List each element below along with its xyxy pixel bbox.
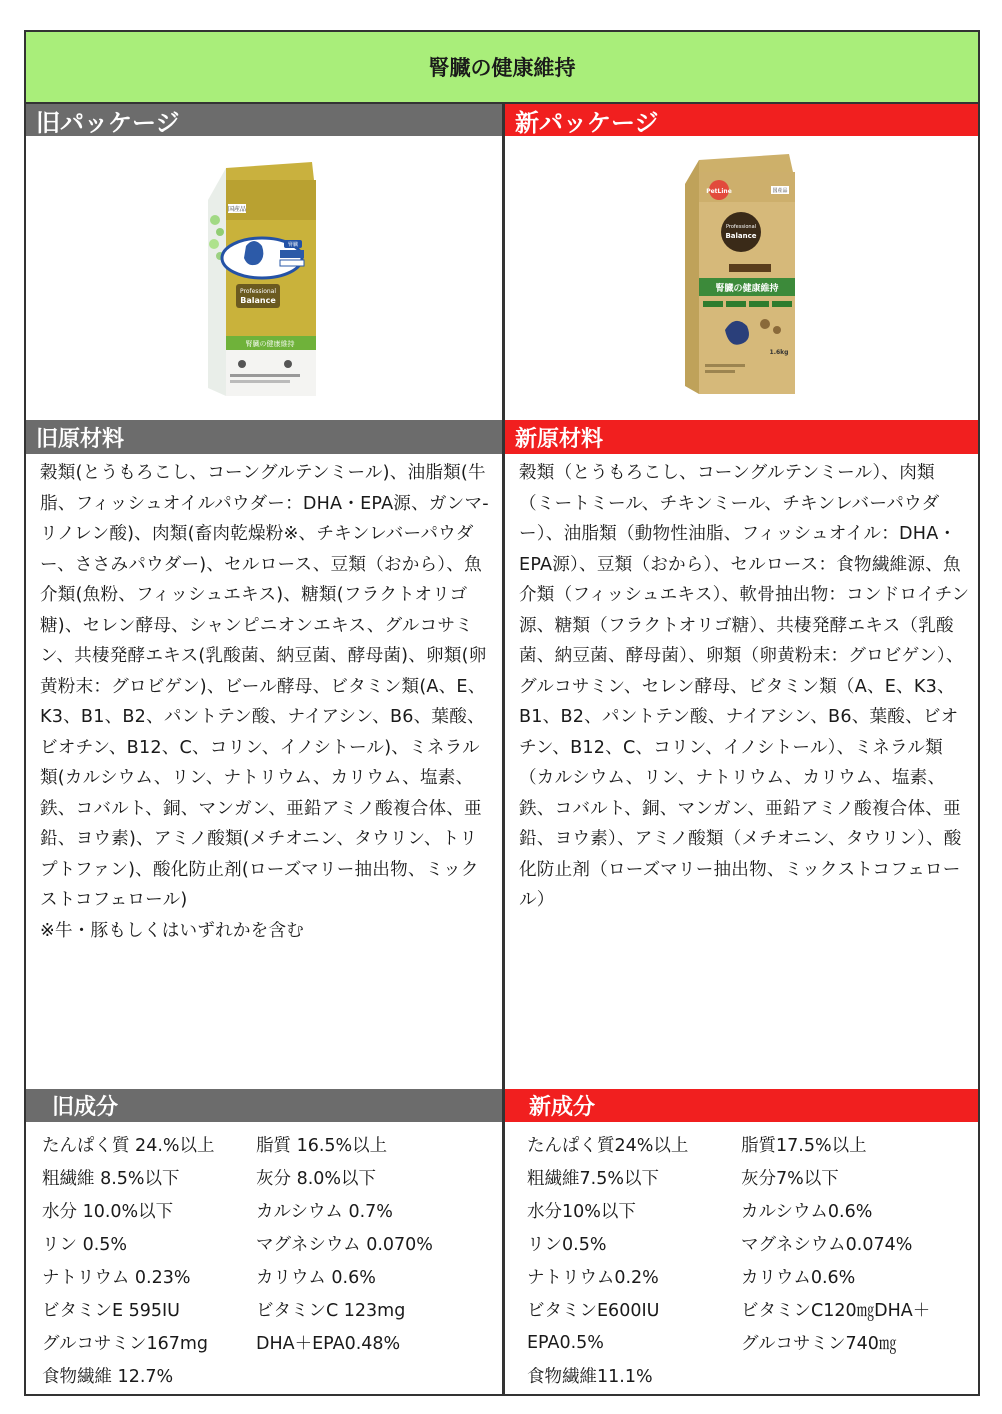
comparison-sheet [24, 30, 980, 1396]
component-row [42, 1260, 482, 1293]
component-left: 水分 10.0%以下 [42, 1202, 174, 1222]
new-bag-maker: PetLine [706, 188, 732, 195]
component-row [527, 1161, 967, 1194]
component-right: ビタミンC 123mg [256, 1301, 406, 1321]
component-right: ビタミンC120㎎DHA＋ [741, 1301, 931, 1321]
old-ingredients-note: ※牛・豚もしくはいずれかを含む [40, 920, 305, 941]
component-right: DHA＋EPA0.48% [256, 1334, 401, 1354]
old-components-header: 旧成分 [26, 1089, 502, 1122]
old-package-image [208, 160, 320, 396]
component-left: 粗繊維 8.5%以下 [42, 1169, 180, 1189]
new-package-image-area [505, 136, 978, 420]
component-right: カリウム0.6% [741, 1268, 856, 1288]
component-row [42, 1227, 482, 1260]
old-bag-brand-line1: Professional [239, 288, 277, 295]
old-ingredients-header: 旧原材料 [26, 420, 502, 454]
old-ingredients-text: 穀類(とうもろこし、コーングルテンミール)、油脂類(牛脂、フィッシュオイルパウダー：DHA・EPA源、ガンマ-リノレン酸)、肉類(畜肉乾燥粉※、チキンレバーパウダー、ささみパウダー)、セルロース、豆類（おから）、魚介類(魚粉、フィッシュエキス)、糖類(フラクトオリゴ糖)、セレン酵母、シャンピニオンエキス、グルコサミン、共棲発酵エキス(乳酸菌、納豆菌、酵母菌)、卵類(卵黄粉末：グロビゲン)、ビール酵母、ビタミン類(A、E、K3、B1、B2、パントテン酸、ナイアシン、B6、葉酸、ビオチン、B12、C、コリン、イノシトール)、ミネラル類(カルシウム、リン、ナトリウム、カリウム、塩素、鉄、コバルト、銅、マンガン、亜鉛アミノ酸複合体、亜鉛、ヨウ素)、アミノ酸類(メチオニン、タウリン、トリプトファン)、酸化防止剤(ローズマリー抽出物、ミックストコフェロール) [40, 463, 489, 910]
component-right: 脂質17.5%以上 [741, 1136, 867, 1156]
old-bag-badge: 国産品 [227, 206, 247, 213]
old-components-table [42, 1128, 482, 1392]
new-ingredients-header: 新原材料 [505, 420, 978, 454]
component-left: 粗繊維7.5%以下 [527, 1169, 659, 1189]
new-bag-weight: 1.6kg [769, 349, 789, 356]
component-left: ナトリウム 0.23% [42, 1268, 191, 1288]
page-title: 腎臓の健康維持 [26, 32, 978, 104]
component-row [42, 1293, 482, 1326]
new-bag-brand-line2: Balance [725, 232, 757, 240]
component-row [42, 1326, 482, 1359]
component-row [527, 1128, 967, 1161]
new-components-header: 新成分 [505, 1089, 978, 1122]
component-left: ビタミンE600IU [527, 1301, 660, 1321]
old-bag-chip: 腎臓 [287, 242, 299, 248]
component-right: 脂質 16.5%以上 [256, 1136, 388, 1156]
component-right: カリウム 0.6% [256, 1268, 376, 1288]
component-row [527, 1227, 967, 1260]
component-left: たんぱく質24%以上 [527, 1136, 689, 1156]
old-ingredients [40, 458, 494, 946]
component-row [527, 1194, 967, 1227]
component-left: グルコサミン167mg [42, 1334, 209, 1354]
component-row [527, 1293, 967, 1326]
component-right: マグネシウム0.074% [741, 1235, 913, 1255]
component-left: 食物繊維11.1% [527, 1367, 653, 1387]
component-right: カルシウム0.6% [741, 1202, 873, 1222]
old-bag-brand-line2: Balance [240, 296, 276, 305]
component-right: マグネシウム 0.070% [256, 1235, 433, 1255]
component-right: 灰分 8.0%以下 [256, 1169, 377, 1189]
component-right: カルシウム 0.7% [256, 1202, 393, 1222]
component-left: たんぱく質 24.%以上 [42, 1136, 215, 1156]
new-components-table [527, 1128, 967, 1392]
component-left: ビタミンE 595IU [42, 1301, 180, 1321]
new-bag-product: 腎臓の健康維持 [715, 284, 779, 294]
component-left: 食物繊維 12.7% [42, 1367, 174, 1387]
new-bag-badge: 国産品 [772, 188, 788, 194]
component-left: リン 0.5% [42, 1235, 128, 1255]
component-row [42, 1359, 482, 1392]
new-package-header: 新パッケージ [505, 104, 978, 136]
component-right: グルコサミン740㎎ [741, 1334, 897, 1354]
component-row [527, 1326, 967, 1359]
old-package-image-area [26, 136, 502, 420]
new-ingredients-text: 穀類（とうもろこし、コーングルテンミール）、肉類（ミートミール、チキンミール、チキンレバーパウダー）、油脂類（動物性油脂、フィッシュオイル：DHA・EPA源）、豆類（おから）、セルロース：食物繊維源、魚介類（フィッシュエキス）、軟骨抽出物：コンドロイチン源、糖類（フラクトオリゴ糖）、共棲発酵エキス（乳酸菌、納豆菌、酵母菌）、卵類（卵黄粉末：グロビゲン）、グルコサミン、セレン酵母、ビタミン類（A、E、K3、B1、B2、パントテン酸、ナイアシン、B6、葉酸、ビオチン、B12、C、コリン、イノシトール）、ミネラル類（カルシウム、リン、ナトリウム、カリウム、塩素、鉄、コバルト、銅、マンガン、亜鉛アミノ酸複合体、亜鉛、ヨウ素）、アミノ酸類（メチオニン、タウリン）、酸化防止剤（ローズマリー抽出物、ミックストコフェロール） [519, 463, 970, 910]
component-left: 水分10%以下 [527, 1202, 636, 1222]
old-package-header: 旧パッケージ [26, 104, 502, 136]
component-right: 灰分7%以下 [741, 1169, 839, 1189]
new-column [505, 104, 978, 1396]
component-row [527, 1359, 967, 1392]
old-bag-product: 腎臓の健康維持 [245, 340, 295, 348]
old-column [26, 104, 502, 1396]
new-package-image [685, 154, 801, 394]
new-bag-brand-line1: Professional [725, 224, 757, 230]
component-row [42, 1161, 482, 1194]
component-left: EPA0.5% [527, 1332, 604, 1353]
component-left: ナトリウム0.2% [527, 1268, 659, 1288]
component-row [42, 1128, 482, 1161]
component-row [527, 1260, 967, 1293]
component-row [42, 1194, 482, 1227]
component-left: リン0.5% [527, 1235, 607, 1255]
new-ingredients [519, 458, 970, 916]
